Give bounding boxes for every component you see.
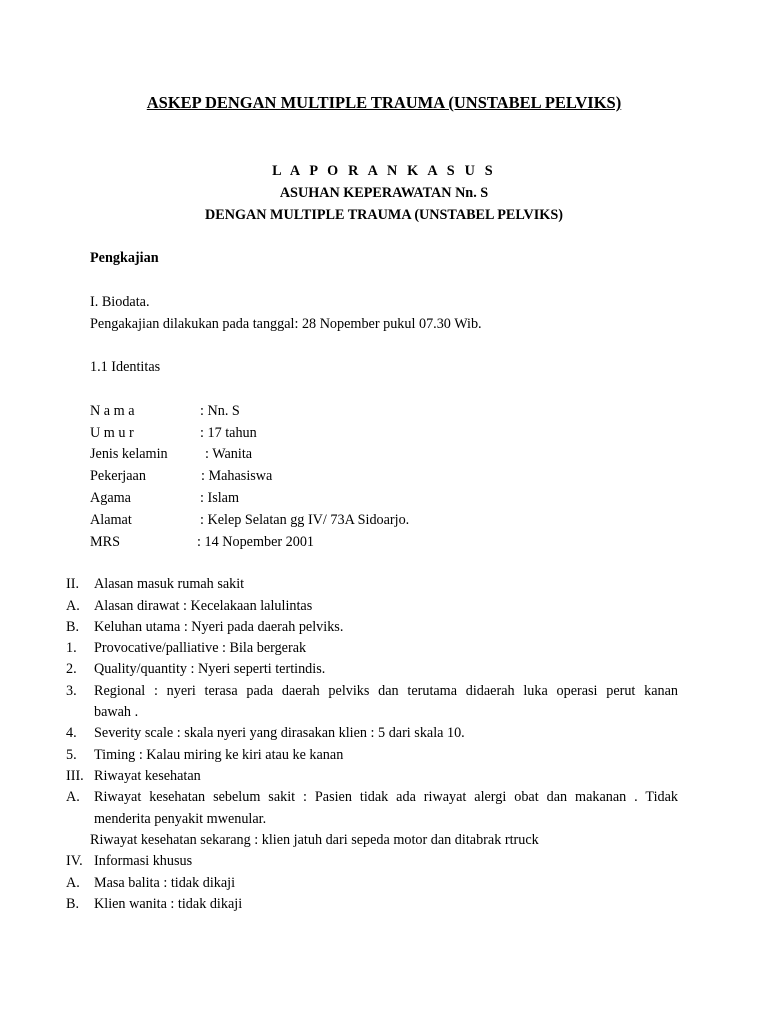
list-item-riwayat-sebelum-sakit: Riwayat kesehatan sebelum sakit : Pasien tidak ada riwayat alergi obat dan makanan . Tidak xyxy=(94,789,678,805)
list-marker: A. xyxy=(66,789,80,805)
list-item-keluhan-utama: Keluhan utama : Nyeri pada daerah pelviks. xyxy=(94,619,344,635)
list-item-regional: Regional : nyeri terasa pada daerah pelviks dan terutama didaerah luka operasi perut kanan xyxy=(94,683,678,699)
list-marker: A. xyxy=(66,598,80,614)
field-value-mrs: : 14 Nopember 2001 xyxy=(197,534,315,550)
list-item-riwayat-kesehatan: Riwayat kesehatan xyxy=(94,768,201,784)
field-label-pekerjaan: Pekerjaan xyxy=(90,468,146,484)
list-marker: A. xyxy=(66,875,80,891)
field-value-agama: : Islam xyxy=(200,490,240,506)
list-item-masa-balita: Masa balita : tidak dikaji xyxy=(94,875,236,891)
list-item-severity: Severity scale : skala nyeri yang dirasakan klien : 5 dari skala 10. xyxy=(94,725,465,741)
list-marker: IV. xyxy=(66,853,83,869)
list-item-riwayat-sekarang: Riwayat kesehatan sekarang : klien jatuh dari sepeda motor dan ditabrak rtruck xyxy=(90,832,539,848)
document-title: ASKEP DENGAN MULTIPLE TRAUMA (UNSTABEL PELVIKS) xyxy=(146,93,622,112)
section-pengkajian: Pengkajian xyxy=(90,250,159,266)
report-heading: L A P O R A N K A S U S xyxy=(272,163,496,179)
list-marker: B. xyxy=(66,896,80,912)
field-label-umur: U m u r xyxy=(90,425,134,441)
report-subheading: ASUHAN KEPERAWATAN Nn. S xyxy=(279,185,489,201)
list-item-alasan-masuk: Alasan masuk rumah sakit xyxy=(94,576,245,592)
field-label-nama: N a m a xyxy=(90,403,135,419)
list-marker: B. xyxy=(66,619,80,635)
field-label-alamat: Alamat xyxy=(90,512,132,528)
field-value-nama: : Nn. S xyxy=(200,403,240,419)
field-value-alamat: : Kelep Selatan gg IV/ 73A Sidoarjo. xyxy=(200,512,410,528)
list-marker: III. xyxy=(66,768,84,784)
report-subheading-2: DENGAN MULTIPLE TRAUMA (UNSTABEL PELVIKS) xyxy=(205,207,563,223)
field-value-pekerjaan: : Mahasiswa xyxy=(201,468,273,484)
biodata-heading: I. Biodata. xyxy=(90,294,150,310)
list-marker: 3. xyxy=(66,683,77,699)
list-marker: II. xyxy=(66,576,79,592)
field-label-jenis-kelamin: Jenis kelamin xyxy=(90,446,168,462)
field-value-umur: : 17 tahun xyxy=(200,425,257,441)
list-marker: 1. xyxy=(66,640,77,656)
identitas-heading: 1.1 Identitas xyxy=(90,359,161,375)
list-marker: 5. xyxy=(66,747,77,763)
list-marker: 4. xyxy=(66,725,77,741)
field-value-jenis-kelamin: : Wanita xyxy=(205,446,253,462)
assessment-date-line: Pengakajian dilakukan pada tanggal: 28 Nopember pukul 07.30 Wib. xyxy=(90,316,482,332)
list-item-timing: Timing : Kalau miring ke kiri atau ke kanan xyxy=(94,747,344,763)
list-marker: 2. xyxy=(66,661,77,677)
list-item-quality: Quality/quantity : Nyeri seperti tertindis. xyxy=(94,661,326,677)
list-item-klien-wanita: Klien wanita : tidak dikaji xyxy=(94,896,243,912)
list-item-provocative: Provocative/palliative : Bila bergerak xyxy=(94,640,307,656)
field-label-agama: Agama xyxy=(90,490,131,506)
list-item-informasi-khusus: Informasi khusus xyxy=(94,853,193,869)
field-label-mrs: MRS xyxy=(90,534,120,550)
list-item-riwayat-sebelum-sakit-continued: menderita penyakit mwenular. xyxy=(94,811,267,827)
list-item-alasan-dirawat: Alasan dirawat : Kecelakaan lalulintas xyxy=(94,598,313,614)
list-item-regional-continued: bawah . xyxy=(94,704,139,720)
